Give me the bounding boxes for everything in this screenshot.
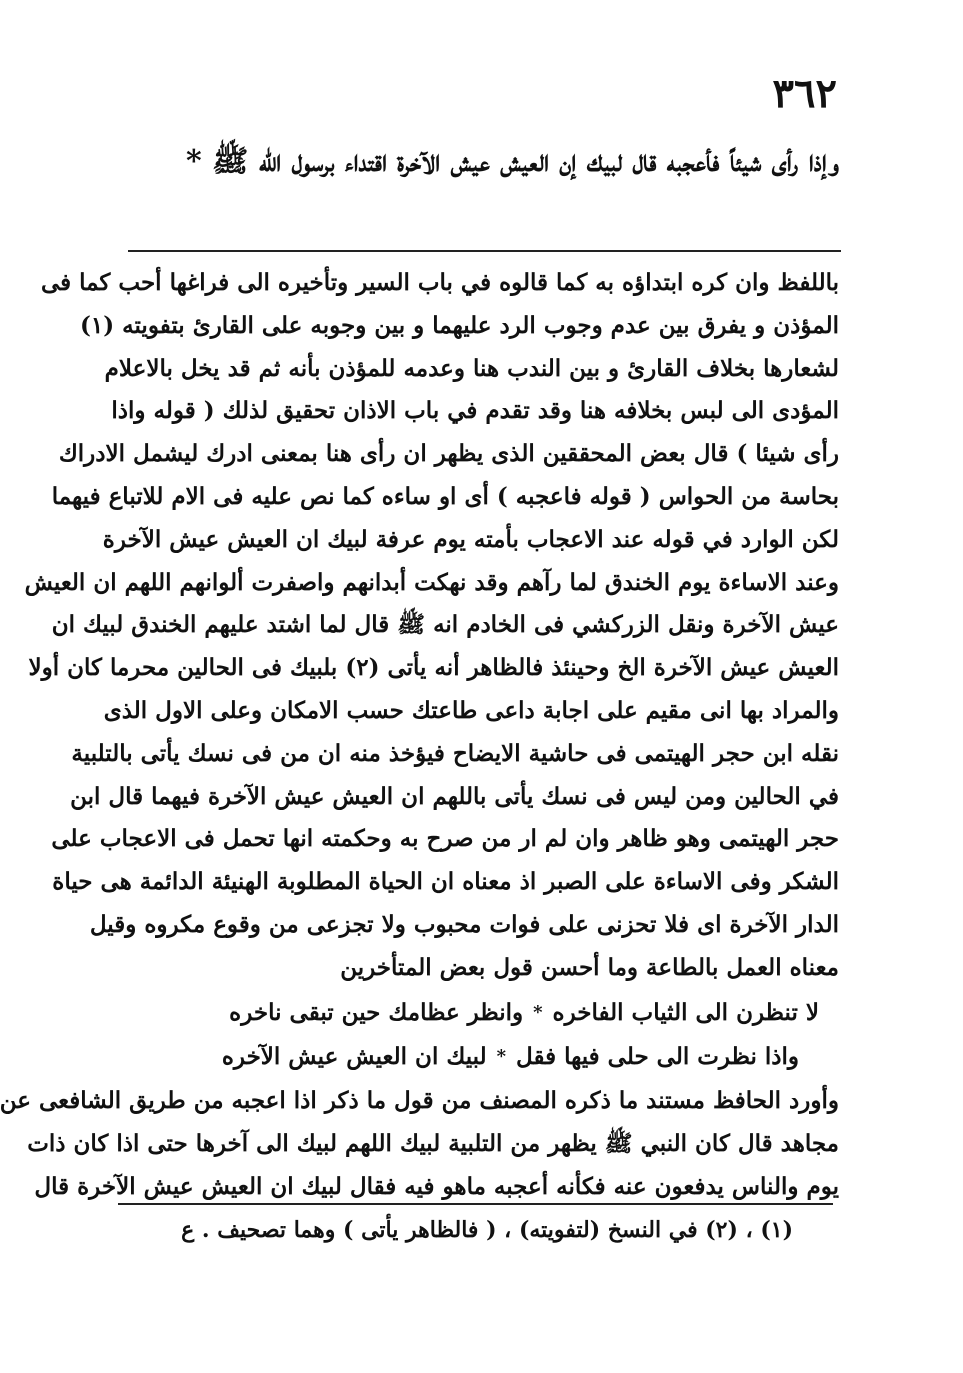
commentary-line: وعند الاساءة يوم الخندق لما رآهم وقد نهكت أبدانهم واصفرت ألوانهم اللهم ان العيش [24, 568, 839, 596]
page-number: ٣٦٢ [772, 70, 837, 117]
commentary-block [24, 262, 839, 990]
commentary-line: المؤدى الى لبس بخلافه هنا وقد تقدم في باب الاذان تحقيق لذلك ( قوله واذا [111, 397, 839, 425]
verse-second-hemistich: لبيك ان العيش عيش الآخره [221, 1042, 487, 1070]
poem-verse [127, 1034, 839, 1078]
poem [127, 990, 839, 1078]
verse-separator: * [496, 1045, 507, 1067]
commentary-line: في الحالين ومن ليس فى نسك يأتى باللهم ان العيش عيش الآخرة فيهما قال ابن [70, 782, 839, 810]
commentary-line: العيش عيش الآخرة الخ وحينئذ فالظاهر أنه يأتى (٢) بلبيك فى الحالين محرما كان أولا [28, 654, 839, 682]
commentary-line: لشعارها بخلاف القارئ و بين الندب هنا وعدمه للمؤذن بأنه ثم قد يخل بالاعلام [104, 354, 839, 382]
commentary-line: لكن الوارد في قوله عند الاعجاب بأمته يوم عرفة لبيك ان العيش عيش الآخرة [102, 525, 839, 553]
commentary-line: وأورد الحافظ مستند ما ذكره المصنف من قول ما ذكر اذا اعجبه من طريق الشافعى عن [0, 1087, 839, 1114]
commentary-line: يوم والناس يدفعون عنه فكأنه أعجبه ماهو فيه فقال لبيك ان العيش عيش الآخرة قال [34, 1172, 839, 1200]
footnote: (١) ، (٢) في النسخ (لتفويته) ، ( فالظاهر يأتى ) وهما تصحيف . ع [181, 1217, 793, 1243]
commentary-line: الشكر وفى الاساءة على الصبر اذ معناه ان الحياة المطلوبة الهنيئة الدائمة هى حياة [52, 868, 839, 896]
verse-first-hemistich: لا تنظرن الى الثياب الفاخره [552, 998, 819, 1026]
commentary-line: والمراد بها انى مقيم على اجابة داعى طاعتك حسب الامكان وعلى الاول الذى [103, 696, 839, 724]
commentary-line: معناه العمل بالطاعة وما أحسن قول بعض المتأخرين [340, 953, 839, 981]
commentary-line: بحاسة من الحواس ( قوله فاعجبه ) أى او ساءه كما نص عليه فى الام للاتباع فيهما [51, 482, 839, 510]
commentary-line: رأى شيئا ) قال بعض المحققين الذى يظهر ان رأى هنا بمعنى ادرك ليشمل الادراك [58, 440, 839, 468]
main-text: وإذا رأى شيئاً فأعجبه قال لبيك إن العيش عيش الآخرة اقتداء برسول الله ﷺ * [186, 144, 839, 179]
commentary-line: نقله ابن حجر الهيتمى فى حاشية الايضاح فيؤخذ منه ان من فى نسك يأتى بالتلبية [71, 739, 839, 767]
verse-separator: * [533, 1001, 543, 1023]
verse-first-hemistich: واذا نظرت الى حلى فيها فقل [516, 1042, 799, 1070]
poem-verse [127, 990, 839, 1034]
verse-second-hemistich: وانظر عظامك حين تبقى ناخره [229, 998, 524, 1026]
separator-rule-bottom [118, 1203, 833, 1205]
commentary-line: حجر الهيتمى وهو ظاهر وان لم ار من صرح به وحكمته انها تحمل فى الاعجاب على [51, 825, 839, 853]
separator-rule-top [128, 250, 841, 252]
commentary-line: باللفظ وان كره ابتداؤه به كما قالوه في باب السير وتأخيره الى فراغها أحب كما فى [40, 269, 839, 296]
commentary-line: الدار الآخرة اى فلا تحزنى على فوات محبوب ولا تجزعى من وقوع مكروه وقيل [89, 910, 839, 938]
commentary-line: مجاهد قال كان النبي ﷺ يظهر من التلبية لبيك اللهم لبيك الى آخرها حتى اذا كان ذات [27, 1129, 839, 1157]
commentary-line: المؤذن و يفرق بين عدم وجوب الرد عليهما و بين وجوبه على القارئ بتفويته (١) [80, 311, 839, 339]
commentary-continuation [0, 1080, 839, 1208]
commentary-line: عيش الآخرة ونقل الزركشي فى الخادم انه ﷺ قال لما اشتد عليهم الخندق لبيك ان [51, 611, 839, 639]
